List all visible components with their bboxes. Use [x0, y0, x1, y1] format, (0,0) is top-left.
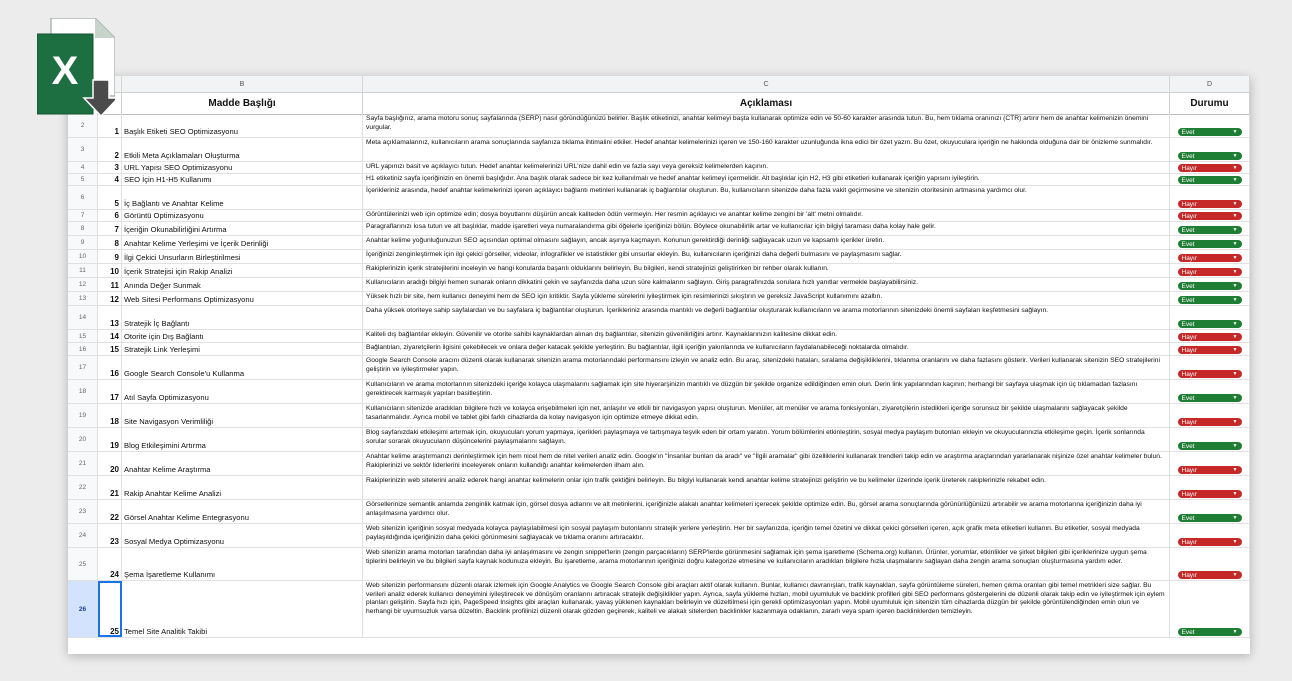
table-row	[68, 548, 1250, 581]
column-header-bar	[68, 76, 1250, 93]
status-label: Evet	[1181, 226, 1195, 234]
row-number[interactable]: 18	[68, 380, 98, 403]
status-cell[interactable]	[1170, 174, 1250, 185]
item-description-cell[interactable]: Kaliteli dış bağlantılar ekleyin. Güvenilir ve otorite sahibi kaynaklardan alınan dış bağlantılar, sitenizin güvenilirliğini artırır. Kaynaklarınızın kalitesine dikkat edin.	[363, 330, 1170, 342]
item-title-cell[interactable]: Google Search Console'u Kullanma	[122, 356, 363, 379]
table-row	[68, 524, 1250, 548]
table-row	[68, 264, 1250, 278]
dropdown-arrow-icon: ▼	[1232, 467, 1238, 473]
status-cell[interactable]	[1170, 343, 1250, 355]
row-number[interactable]: 15	[68, 330, 98, 342]
header-desc-cell[interactable]: Açıklaması	[363, 92, 1170, 114]
item-number-cell[interactable]: 8	[98, 236, 122, 249]
dropdown-arrow-icon: ▼	[1232, 283, 1238, 289]
table-row	[68, 138, 1250, 162]
status-label: Evet	[1181, 176, 1195, 184]
status-label: Evet	[1181, 514, 1195, 522]
item-title-cell[interactable]: Etkili Meta Açıklamaları Oluşturma	[122, 138, 363, 161]
item-title-cell[interactable]: İçeriğin Okunabilirliğini Artırma	[122, 222, 363, 235]
dropdown-arrow-icon: ▼	[1232, 255, 1238, 261]
table-row	[68, 174, 1250, 186]
status-label: Hayır	[1181, 538, 1198, 546]
status-dropdown[interactable]	[1178, 442, 1242, 450]
item-title-cell[interactable]: Rakip Anahtar Kelime Analizi	[122, 476, 363, 499]
table-row	[68, 292, 1250, 306]
item-description-cell[interactable]: Görüntülerinizi web için optimize edin; dosya boyutlarını düşürün ancak kaliteden ödün vermeyin. Her resmin açıklayıcı ve anahtar kelime zengini bir 'alt' metni olmalıdır.	[363, 210, 1170, 221]
status-cell[interactable]	[1170, 428, 1250, 451]
item-description-cell[interactable]: Google Search Console aracını düzenli olarak kullanarak sitenizin arama motorlarındaki performansını izleyin ve analiz edin. Bu araç, sitenizdeki hataları, sıralama değişikliklerini, tıklanma oranlarını ve daha fazlasını gösterir. Verileri kullanarak sitenizin SEO stratejilerini geliştirin ve iyileştirmeler yapın.	[363, 356, 1170, 379]
table-row	[68, 356, 1250, 380]
item-title-cell[interactable]: Sosyal Medya Optimizasyonu	[122, 524, 363, 547]
item-description-cell[interactable]: Daha yüksek otoriteye sahip sayfalardan ve bu sayfalara iç bağlantılar oluşturun. İçerikleriniz arasında mantıklı ve değerli bağlantılar oluşturarak kullanıcıların ve arama motorlarının sitenizdeki önemli sayfaları keşfetmesini sağlayın.	[363, 306, 1170, 329]
dropdown-arrow-icon: ▼	[1232, 419, 1238, 425]
item-title-cell[interactable]: Temel Site Analitik Takibi	[122, 581, 363, 637]
item-title-cell[interactable]: Anahtar Kelime Yerleşimi ve İçerik Derinliği	[122, 236, 363, 249]
row-number[interactable]: 5	[68, 174, 98, 185]
item-title-cell[interactable]: İç Bağlantı ve Anahtar Kelime	[122, 186, 363, 209]
status-dropdown[interactable]	[1178, 152, 1242, 160]
dropdown-arrow-icon: ▼	[1232, 227, 1238, 233]
row-number[interactable]: 20	[68, 428, 98, 451]
row-number[interactable]: 19	[68, 404, 98, 427]
item-description-cell[interactable]: Blog sayfanızdaki etkileşimi artırmak için, okuyucuları yorum yapmaya, içerikleri paylaşmaya ve tartışmaya teşvik eden bir ortam yaratın. Yorum bölümlerini etkinleştirin, sosyal medya paylaşım butonları ekleyin ve okuyucularınızla etkileşime geçin. İçerik sonlarında sorular sorarak okuyucuların düşüncelerini paylaşmalarını sağlayın.	[363, 428, 1170, 451]
status-dropdown[interactable]	[1178, 333, 1242, 341]
item-number-cell[interactable]: 22	[98, 500, 122, 523]
dropdown-arrow-icon: ▼	[1232, 572, 1238, 578]
status-cell[interactable]	[1170, 581, 1250, 637]
status-cell[interactable]	[1170, 500, 1250, 523]
status-dropdown[interactable]	[1178, 346, 1242, 354]
item-number-cell[interactable]: 1	[98, 114, 122, 137]
table-row	[68, 236, 1250, 250]
item-title-cell[interactable]: Otorite için Dış Bağlantı	[122, 330, 363, 342]
dropdown-arrow-icon: ▼	[1232, 334, 1238, 340]
item-number-cell[interactable]: 6	[98, 210, 122, 221]
table-row	[68, 476, 1250, 500]
row-number[interactable]: 25	[68, 548, 98, 580]
status-label: Evet	[1181, 320, 1195, 328]
status-dropdown[interactable]	[1178, 268, 1242, 276]
status-label: Hayır	[1181, 466, 1198, 474]
item-title-cell[interactable]: Şema İşaretleme Kullanımı	[122, 548, 363, 580]
item-number-cell[interactable]: 17	[98, 380, 122, 403]
row-number[interactable]: 2	[68, 114, 98, 137]
table-row	[68, 114, 1250, 138]
status-dropdown[interactable]	[1178, 296, 1242, 304]
item-number-cell[interactable]: 10	[98, 264, 122, 277]
item-number-cell[interactable]: 25	[98, 581, 122, 637]
row-number[interactable]: 7	[68, 210, 98, 221]
item-description-cell[interactable]: Sayfa başlığınız, arama motoru sonuç sayfalarında (SERP) nasıl göründüğünüzü belirler. Başlık etiketinizi, anahtar kelimeyi başta kullanarak optimize edin ve 50-60 karakter arasında tutun. Bu, hem tıklama oranınızı (CTR) artırır hem de anahtar kelimenizin önemini vurgular.	[363, 114, 1170, 137]
status-dropdown[interactable]	[1178, 538, 1242, 546]
status-label: Evet	[1181, 282, 1195, 290]
row-number[interactable]: 13	[68, 292, 98, 305]
dropdown-arrow-icon: ▼	[1232, 395, 1238, 401]
item-title-cell[interactable]: Görüntü Optimizasyonu	[122, 210, 363, 221]
dropdown-arrow-icon: ▼	[1232, 201, 1238, 207]
item-number-cell[interactable]: 19	[98, 428, 122, 451]
row-number[interactable]: 12	[68, 278, 98, 291]
status-label: Evet	[1181, 128, 1195, 136]
status-label: Hayır	[1181, 212, 1198, 220]
status-dropdown[interactable]	[1178, 466, 1242, 474]
header-title-cell[interactable]: Madde Başlığı	[122, 92, 363, 114]
item-number-cell[interactable]: 12	[98, 292, 122, 305]
item-number-cell[interactable]: 3	[98, 162, 122, 173]
status-label: Hayır	[1181, 333, 1198, 341]
status-label: Hayır	[1181, 418, 1198, 426]
status-label: Hayır	[1181, 370, 1198, 378]
svg-text:X: X	[51, 49, 79, 93]
status-dropdown[interactable]	[1178, 394, 1242, 402]
dropdown-arrow-icon: ▼	[1232, 347, 1238, 353]
status-cell[interactable]	[1170, 306, 1250, 329]
status-dropdown[interactable]	[1178, 226, 1242, 234]
status-cell[interactable]	[1170, 476, 1250, 499]
item-description-cell[interactable]: Kullanıcıların sitenizde aradıkları bilgilere hızlı ve kolayca erişebilmeleri için net, anlaşılır ve etkili bir navigasyon yapısı oluşturun. Menüler, alt menüler ve arama fonksiyonları, ziyaretçilerin istedikleri içeriğe sorunsuz bir şekilde ulaşmalarını sağlayacak şekilde tasarlanmalıdır. Ayrıca mobil ve tablet gibi farklı cihazlarda da kolay navigasyon için optimize etmeye dikkat edin.	[363, 404, 1170, 427]
row-number[interactable]: 4	[68, 162, 98, 173]
status-cell[interactable]	[1170, 292, 1250, 305]
status-label: Evet	[1181, 628, 1195, 636]
item-description-cell[interactable]: Kullanıcıların ve arama motorlarının sitenizdeki içeriğe kolayca ulaşmalarını sağlamak için site hiyerarşinizin mantıklı ve düzgün bir şekilde organize edildiğinden emin olun. Derin link yapılarından kaçının; herhangi bir sayfaya ulaşmak için üç tıklamadan fazlasını gerektirecek karmaşık yapıları basitleştirin.	[363, 380, 1170, 403]
status-dropdown[interactable]	[1178, 370, 1242, 378]
status-label: Hayır	[1181, 164, 1198, 172]
item-description-cell[interactable]: Rakiplerinizin web sitelerini analiz ederek hangi anahtar kelimelerin onlar için trafik çektiğini belirleyin. Bu bilgiyi kullanarak kendi anahtar kelime stratejinizi geliştirin ve bu kelimeler üzerinde içerik üreterek rakiplerinizle rekabet edin.	[363, 476, 1170, 499]
status-cell[interactable]	[1170, 404, 1250, 427]
table-row	[68, 581, 1250, 638]
status-label: Evet	[1181, 240, 1195, 248]
row-number[interactable]: 22	[68, 476, 98, 499]
dropdown-arrow-icon: ▼	[1232, 443, 1238, 449]
item-number-cell[interactable]: 14	[98, 330, 122, 342]
dropdown-arrow-icon: ▼	[1232, 213, 1238, 219]
status-cell[interactable]	[1170, 380, 1250, 403]
status-dropdown[interactable]	[1178, 571, 1242, 579]
status-label: Evet	[1181, 442, 1195, 450]
header-status-cell[interactable]: Durumu	[1170, 92, 1250, 114]
dropdown-arrow-icon: ▼	[1232, 491, 1238, 497]
item-description-cell[interactable]: Görsellerinize semantik anlamda zenginlik katmak için, görsel dosya adlarını ve alt metinlerini, içeriğinizle alakalı anahtar kelimeleri içerecek şekilde optimize edin. Bu, görsel arama sonuçlarında görünürlüğünüzü artırabilir ve arama motorlarına içeriğinizin daha iyi anlaşılmasına yardımcı olur.	[363, 500, 1170, 523]
row-number[interactable]: 24	[68, 524, 98, 547]
status-label: Evet	[1181, 152, 1195, 160]
status-dropdown[interactable]	[1178, 212, 1242, 220]
table-row	[68, 250, 1250, 264]
spreadsheet-frame	[68, 76, 1250, 654]
dropdown-arrow-icon: ▼	[1232, 153, 1238, 159]
status-label: Hayır	[1181, 571, 1198, 579]
status-label: Hayır	[1181, 254, 1198, 262]
table-row	[68, 306, 1250, 330]
item-number-cell[interactable]: 18	[98, 404, 122, 427]
table-row	[68, 452, 1250, 476]
row-number[interactable]: 11	[68, 264, 98, 277]
item-description-cell[interactable]: URL yapınızı basit ve açıklayıcı tutun. Hedef anahtar kelimelerinizi URL'nize dahil edin ve fazla sayı veya gereksiz kelimelerden kaçının.	[363, 162, 1170, 173]
status-dropdown[interactable]	[1178, 628, 1242, 636]
status-cell[interactable]	[1170, 524, 1250, 547]
item-description-cell[interactable]: İçeriğinizi zenginleştirmek için ilgi çekici görseller, videolar, infografikler ve istatistikler gibi unsurlar ekleyin. Bu, kullanıcıların içeriğinizi daha değerli bulmasını ve paylaşmasını sağlar.	[363, 250, 1170, 263]
status-cell[interactable]	[1170, 222, 1250, 235]
status-cell[interactable]	[1170, 138, 1250, 161]
row-number[interactable]: 3	[68, 138, 98, 161]
item-title-cell[interactable]: SEO İçin H1-H5 Kullanımı	[122, 174, 363, 185]
dropdown-arrow-icon: ▼	[1232, 177, 1238, 183]
dropdown-arrow-icon: ▼	[1232, 165, 1238, 171]
status-cell[interactable]	[1170, 162, 1250, 173]
item-number-cell[interactable]: 7	[98, 222, 122, 235]
status-label: Hayır	[1181, 346, 1198, 354]
status-dropdown[interactable]	[1178, 514, 1242, 522]
status-cell[interactable]	[1170, 356, 1250, 379]
dropdown-arrow-icon: ▼	[1232, 539, 1238, 545]
item-title-cell[interactable]: Anında Değer Sunmak	[122, 278, 363, 291]
item-number-cell[interactable]: 20	[98, 452, 122, 475]
item-title-cell[interactable]: Stratejik İç Bağlantı	[122, 306, 363, 329]
item-number-cell[interactable]: 13	[98, 306, 122, 329]
row-number[interactable]: 16	[68, 343, 98, 355]
item-title-cell[interactable]: URL Yapısı SEO Optimizasyonu	[122, 162, 363, 173]
item-description-cell[interactable]: Yüksek hızlı bir site, hem kullanıcı deneyimi hem de SEO için kritiktir. Sayfa yükleme sürelerini iyileştirmek için resimlerinizi sıkıştırın ve gereksiz JavaScript kullanımını azaltın.	[363, 292, 1170, 305]
item-number-cell[interactable]: 23	[98, 524, 122, 547]
status-dropdown[interactable]	[1178, 490, 1242, 498]
status-dropdown[interactable]	[1178, 200, 1242, 208]
column-b-header[interactable]: B	[122, 76, 363, 92]
row-number[interactable]: 9	[68, 236, 98, 249]
dropdown-arrow-icon: ▼	[1232, 371, 1238, 377]
status-dropdown[interactable]	[1178, 320, 1242, 328]
item-number-cell[interactable]: 9	[98, 250, 122, 263]
table-row	[68, 428, 1250, 452]
status-cell[interactable]	[1170, 210, 1250, 221]
dropdown-arrow-icon: ▼	[1232, 129, 1238, 135]
status-cell[interactable]	[1170, 236, 1250, 249]
item-description-cell[interactable]: Anahtar kelime araştırmanızı derinleştirmek için hem nicel hem de nitel verileri analiz edin. Google'ın "İnsanlar bunları da aradı" ve "İlgili aramalar" gibi özelliklerini kullanarak trendleri takip edin ve araştırma araçlarından yararlanarak nişinize özel anahtar kelimeler bulun. Rakiplerinizi ve sektör liderlerini inceleyerek onların kullandığı anahtar kelimelerden ilham alın.	[363, 452, 1170, 475]
item-description-cell[interactable]: Paragraflarınızı kısa tutun ve alt başlıklar, madde işaretleri veya numaralandırma gibi öğelerle içeriğinizi bölün. Böylece okunabilirlik artar ve kullanıcılar için bilgiyi taraması daha kolay hale gelir.	[363, 222, 1170, 235]
status-cell[interactable]	[1170, 114, 1250, 137]
table-row	[68, 278, 1250, 292]
item-description-cell[interactable]: Rakiplerinizin içerik stratejilerini inceleyin ve hangi konularda başarılı olduklarını belirleyin. Bu bilgileri, kendi stratejinizi geliştirirken bir rehber olarak kullanın.	[363, 264, 1170, 277]
item-title-cell[interactable]: İlgi Çekici Unsurların Birleştirilmesi	[122, 250, 363, 263]
status-dropdown[interactable]	[1178, 282, 1242, 290]
status-cell[interactable]	[1170, 452, 1250, 475]
item-number-cell[interactable]: 16	[98, 356, 122, 379]
row-number[interactable]: 17	[68, 356, 98, 379]
status-dropdown[interactable]	[1178, 164, 1242, 172]
item-title-cell[interactable]: Başlık Etiketi SEO Optimizasyonu	[122, 114, 363, 137]
item-number-cell[interactable]: 5	[98, 186, 122, 209]
status-cell[interactable]	[1170, 264, 1250, 277]
item-title-cell[interactable]: Görsel Anahtar Kelime Entegrasyonu	[122, 500, 363, 523]
item-description-cell[interactable]: H1 etiketiniz sayfa içeriğinizin en önemli başlığıdır. Ana başlık olarak sadece bir kez kullanılmalı ve hedef anahtar kelimeyi içermelidir. Alt başlıklar için H2, H3 gibi etiketleri kullanarak içeriğin yapısını iyileştirin.	[363, 174, 1170, 185]
dropdown-arrow-icon: ▼	[1232, 269, 1238, 275]
item-number-cell[interactable]: 21	[98, 476, 122, 499]
status-dropdown[interactable]	[1178, 176, 1242, 184]
item-title-cell[interactable]: Site Navigasyon Verimliliği	[122, 404, 363, 427]
item-description-cell[interactable]: Bağlantıları, ziyaretçilerin ilgisini çekebilecek ve onlara değer katacak şekilde yerleştirin. Bu bağlantılar, ilgili içeriğin yakınlarında ve kullanıcıların faydalanabileceği noktalarda olmalıdır.	[363, 343, 1170, 355]
dropdown-arrow-icon: ▼	[1232, 241, 1238, 247]
item-number-cell[interactable]: 24	[98, 548, 122, 580]
status-label: Evet	[1181, 394, 1195, 402]
header-row	[68, 92, 1250, 115]
item-description-cell[interactable]: İçerikleriniz arasında, hedef anahtar kelimelerinizi içeren açıklayıcı bağlantı metinleri kullanarak iç bağlantılar oluşturun. Bu, kullanıcıların sitenizde daha fazla vakit geçirmesine ve sitenizin otoritesinin artmasına yardımcı olur.	[363, 186, 1170, 209]
status-cell[interactable]	[1170, 548, 1250, 580]
status-dropdown[interactable]	[1178, 254, 1242, 262]
column-d-header[interactable]: D	[1170, 76, 1250, 92]
item-number-cell[interactable]: 2	[98, 138, 122, 161]
dropdown-arrow-icon: ▼	[1232, 629, 1238, 635]
item-title-cell[interactable]: Blog Etkileşimini Artırma	[122, 428, 363, 451]
excel-logo-icon	[37, 18, 115, 118]
status-dropdown[interactable]	[1178, 128, 1242, 136]
dropdown-arrow-icon: ▼	[1232, 297, 1238, 303]
item-number-cell[interactable]: 11	[98, 278, 122, 291]
item-title-cell[interactable]: Web Sitesi Performans Optimizasyonu	[122, 292, 363, 305]
status-dropdown[interactable]	[1178, 240, 1242, 248]
dropdown-arrow-icon: ▼	[1232, 515, 1238, 521]
item-title-cell[interactable]: İçerik Stratejisi için Rakip Analizi	[122, 264, 363, 277]
row-number[interactable]: 14	[68, 306, 98, 329]
item-description-cell[interactable]: Web sitenizin performansını düzenli olarak izlemek için Google Analytics ve Google Search Console gibi araçları aktif olarak kullanın. Bunlar, kullanıcı davranışları, trafik kaynakları, sayfa görüntüleme süreleri, hemen çıkma oranları gibi temel metrikleri size sağlar. Bu verileri analiz ederek kullanıcı deneyimini iyileştirecek ve dönüşüm oranlarını artıracak stratejik değişiklikler yapın. Ayrıca, sayfa yükleme hızları, mobil uyumluluk ve backlink profilleri gibi SEO performans göstergelerini de düzenli olarak takip edin ve iyileştirmek için eylem planları geliştirin. Sayfa hızı için, PageSpeed Insights gibi araçları kullanarak, yavaş yüklenen kaynakları belirleyin ve düzeltilmesi için gerekli optimizasyonları yapın. Mobil uyumluluk için sitenizin tüm cihazlarda düzgün bir şekilde görüntülendiğinden emin olun ve herhangi bir uyumsuzluk varsa düzeltin. Backlink profilinizi düzenli olarak gözden geçirerek, kaliteli ve alakalı sitelerden backlinkler kazanmaya odaklanın, zararlı veya spam içeren backlinklerden temizleyin.	[363, 581, 1170, 637]
item-description-cell[interactable]: Web sitenizin içeriğinin sosyal medyada kolayca paylaşılabilmesi için sosyal paylaşım butonlarını stratejik yerlere yerleştirin. Her bir sayfanızda, içeriğin temel özetini ve dikkat çekici görselleri içeren, açık grafik meta etiketleri kullanın. Bu etiketler, sosyal medyada paylaşıldığında içeriğinizin daha çekici görünmesini sağlayacak ve tıklama oranını artıracaktır.	[363, 524, 1170, 547]
status-cell[interactable]	[1170, 278, 1250, 291]
table-row	[68, 500, 1250, 524]
table-row	[68, 330, 1250, 343]
dropdown-arrow-icon: ▼	[1232, 321, 1238, 327]
item-number-cell[interactable]: 15	[98, 343, 122, 355]
table-row	[68, 186, 1250, 210]
item-title-cell[interactable]: Anahtar Kelime Araştırma	[122, 452, 363, 475]
status-label: Hayır	[1181, 490, 1198, 498]
status-dropdown[interactable]	[1178, 418, 1242, 426]
table-row	[68, 404, 1250, 428]
row-number[interactable]: 21	[68, 452, 98, 475]
column-c-header[interactable]: C	[363, 76, 1170, 92]
row-number[interactable]: 23	[68, 500, 98, 523]
table-body	[68, 114, 1250, 638]
row-number[interactable]: 26	[68, 581, 98, 637]
item-description-cell[interactable]: Anahtar kelime yoğunluğunuzun SEO açısından optimal olmasını sağlayın, ancak aşırıya kaçmayın. Konunun gerektirdiği derinliği sağlayacak uzun ve kapsamlı içerikler üretin.	[363, 236, 1170, 249]
table-row	[68, 380, 1250, 404]
row-number[interactable]: 10	[68, 250, 98, 263]
item-title-cell[interactable]: Atıl Sayfa Optimizasyonu	[122, 380, 363, 403]
status-cell[interactable]	[1170, 330, 1250, 342]
status-label: Evet	[1181, 296, 1195, 304]
status-cell[interactable]	[1170, 186, 1250, 209]
item-description-cell[interactable]: Kullanıcıların aradığı bilgiyi hemen sunarak onların dikkatini çekin ve sayfanızda daha uzun süre kalmalarını sağlayın. Giriş paragrafınızda sorulara hızlı yanıtlar vermekle başlayabilirsiniz.	[363, 278, 1170, 291]
table-row	[68, 343, 1250, 356]
status-cell[interactable]	[1170, 250, 1250, 263]
table-row	[68, 210, 1250, 222]
item-number-cell[interactable]: 4	[98, 174, 122, 185]
row-number[interactable]: 8	[68, 222, 98, 235]
item-description-cell[interactable]: Meta açıklamalarınız, kullanıcıların arama sonuçlarında sayfanıza tıklama ihtimalini etkiler. Hedef anahtar kelimelerinizi içeren ve 150-160 karakter uzunluğunda ikna edici bir özet yazın. Bu özet, okuyuculara içeriğin ne hakkında olduğuna dair bir önizleme sunmalıdır.	[363, 138, 1170, 161]
table-row	[68, 162, 1250, 174]
status-label: Hayır	[1181, 200, 1198, 208]
item-title-cell[interactable]: Stratejik Link Yerleşimi	[122, 343, 363, 355]
status-label: Hayır	[1181, 268, 1198, 276]
table-row	[68, 222, 1250, 236]
row-number[interactable]: 6	[68, 186, 98, 209]
item-description-cell[interactable]: Web sitenizin arama motorları tarafından daha iyi anlaşılmasını ve zengin snippet'lerin (zengin parçacıkların) SERP'lerde görünmesini sağlamak için şema işaretleme (Schema.org) kullanın. Ürünler, yorumlar, etkinlikler ve şirket bilgileri gibi içeriklerinize uygun şema tiplerini belirleyin ve bu bilgileri sayfa kaynak kodunuza ekleyin. Bu işaretleme, arama motorlarının içeriğinizi doğru kategorize etmesine ve kullanıcıların aradıkları bilgilere hızla ulaşmalarını sağlayan daha zengin arama sonuçları oluşturmasına yardım eder.	[363, 548, 1170, 580]
